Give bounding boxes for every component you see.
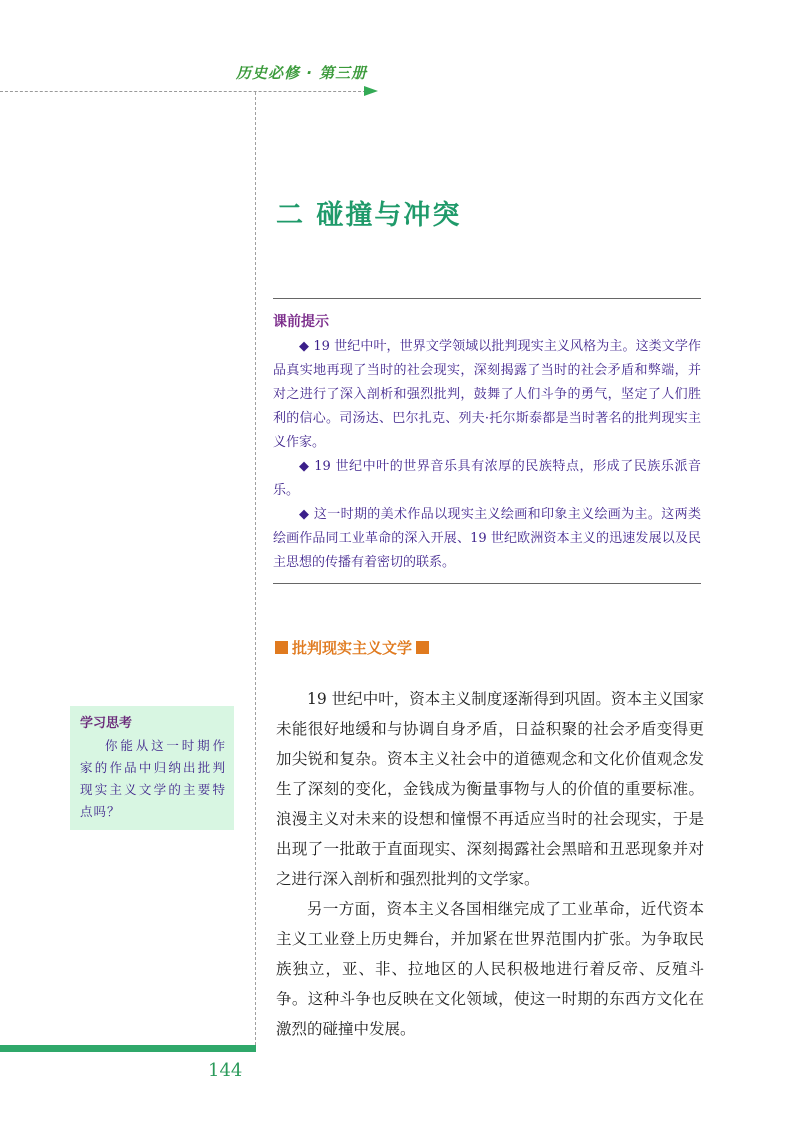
tips-item-text: 19 世纪中叶，世界文学领域以批判现实主义风格为主。这类文学作品真实地再现了当时的社会现实，深刻揭露了当时的社会矛盾和弊端，并对之进行了深入剖析和强烈批判，鼓舞了人们斗争的勇气，坚定了人们胜利的信心。司汤达、巴尔扎克、列夫·托尔斯泰都是当时著名的批判现实主义作家。 [273, 339, 701, 450]
page-number: 144 [208, 1060, 243, 1081]
study-question: 你能从这一时期作家的作品中归纳出批判现实主义文学的主要特点吗？ [80, 738, 226, 819]
study-heading: 学习思考 [80, 716, 133, 731]
diamond-bullet-icon: ◆ [299, 507, 310, 522]
body-text [276, 684, 704, 1044]
body-paragraph: 19 世纪中叶，资本主义制度逐渐得到巩固。资本主义国家未能很好地缓和与协调自身矛盾，日益积聚的社会矛盾变得更加尖锐和复杂。资本主义社会中的道德观念和文化价值观念发生了深刻的变化，金钱成为衡量事物与人的价值的重要标准。浪漫主义对未来的设想和憧憬不再适应当时的社会现实，于是出现了一批敢于直面现实、深刻揭露社会黑暗和丑恶现象并对之进行深入剖析和强烈批判的文学家。 [276, 690, 704, 888]
tips-item [273, 335, 701, 455]
header-divider [0, 91, 366, 92]
tips-item-text: 这一时期的美术作品以现实主义绘画和印象主义绘画为主。这两类绘画作品同工业革命的深入开展、19 世纪欧洲资本主义的迅速发展以及民主思想的传播有着密切的联系。 [273, 507, 701, 570]
tips-item [273, 455, 701, 503]
margin-divider [255, 92, 256, 1050]
chapter-title: 二 碰撞与冲突 [276, 200, 462, 231]
book-title: 历史必修 · 第三册 [236, 64, 368, 82]
section-heading [275, 637, 429, 658]
arrow-right-icon [364, 86, 378, 96]
body-paragraph: 另一方面，资本主义各国相继完成了工业革命，近代资本主义工业登上历史舞台，并加紧在世界范围内扩张。为争取民族独立，亚、非、拉地区的人民积极地进行着反帝、反殖斗争。这种斗争也反映在文化领域，使这一时期的东西方文化在激烈的碰撞中发展。 [276, 900, 704, 1038]
study-think-box [70, 706, 234, 830]
diamond-bullet-icon: ◆ [299, 339, 310, 354]
tips-heading: 课前提示 [273, 314, 329, 330]
square-marker-icon [416, 641, 429, 654]
square-marker-icon [275, 641, 288, 654]
diamond-bullet-icon: ◆ [299, 459, 310, 474]
tips-item [273, 503, 701, 575]
tips-item-text: 19 世纪中叶的世界音乐具有浓厚的民族特点，形成了民族乐派音乐。 [273, 459, 701, 498]
section-heading-text: 批判现实主义文学 [292, 639, 413, 657]
footer-bar [0, 1045, 256, 1052]
pre-class-tips [273, 298, 701, 584]
